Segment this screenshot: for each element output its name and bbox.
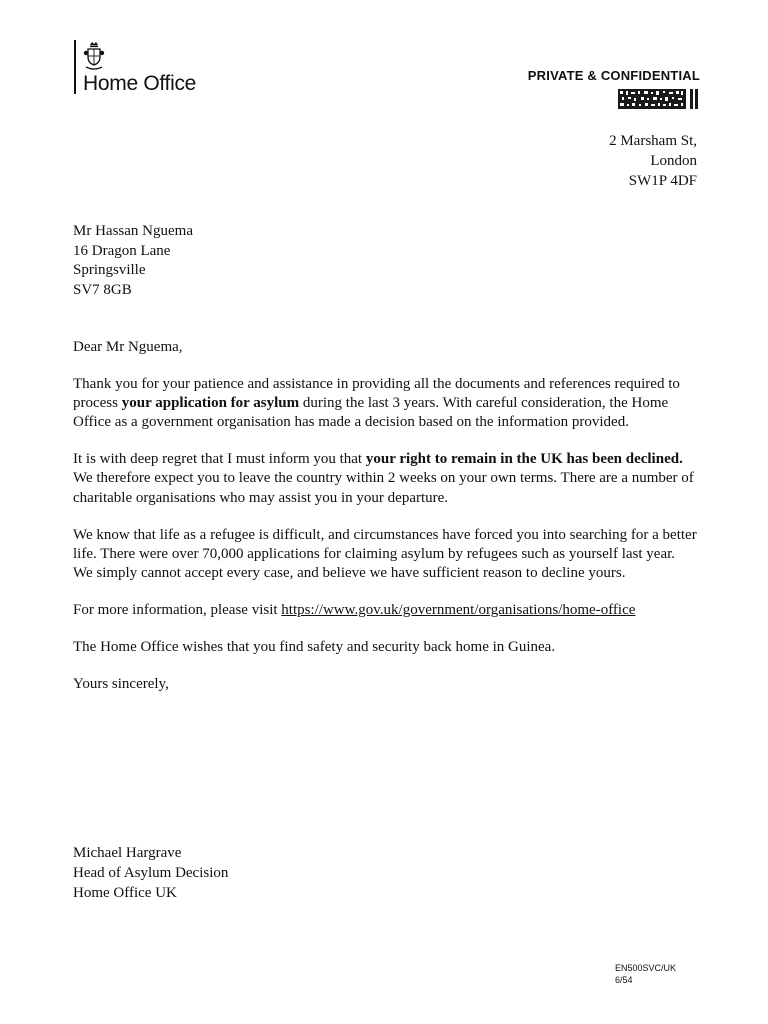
sender-address-line: SW1P 4DF [628, 173, 697, 189]
paragraph-text: For more information, please visit [73, 601, 282, 618]
sender-address-line: 2 Marsham St, [609, 133, 697, 149]
signatory-name: Michael Hargrave [73, 845, 182, 861]
confidential-label: PRIVATE & CONFIDENTIAL [527, 68, 700, 83]
paragraph-text: It is with deep regret that I must inform you that [73, 451, 366, 468]
logo-text: Home Office [83, 72, 197, 95]
paragraph-text: We therefore expect you to leave the country within 2 weeks on your own terms. There are a number of charitable organisations who may assist you in your departure. [73, 470, 694, 506]
closing: Yours sincerely, [73, 675, 169, 692]
signature-block [73, 843, 228, 903]
home-office-logo [74, 40, 234, 96]
paragraph-text: during the last 3 years. With careful consideration, the Home Office as a government organisation has made a decision based on the information provided. [73, 395, 669, 431]
recipient-name: Mr Hassan Nguema [73, 223, 193, 239]
signatory-title: Head of Asylum Decision [73, 865, 229, 881]
sender-address-line: London [650, 153, 697, 169]
paragraph-acknowledgement [73, 375, 698, 433]
royal-crest-icon [83, 41, 105, 71]
logo-rule [74, 40, 76, 94]
page-number: 6/54 [615, 975, 633, 985]
letter-body [73, 338, 698, 711]
sender-address [609, 131, 697, 191]
paragraph-text: Thank you for your patience and assistance in providing all the documents and references required to process [73, 375, 680, 412]
recipient-address-line: Springsville [73, 262, 146, 278]
paragraph-more-info [73, 601, 698, 620]
document-reference [615, 962, 676, 986]
recipient-postcode: SV7 8GB [73, 281, 132, 298]
barcode-icon [618, 89, 698, 109]
salutation: Dear Mr Nguema, [73, 339, 183, 355]
paragraph-farewell: The Home Office wishes that you find safety and security back home in Guinea. [73, 638, 556, 655]
emphasis-decision: your right to remain in the UK has been declined. [365, 451, 683, 468]
paragraph-context: We know that life as a refugee is difficult, and circumstances have forced you into searching for a better life. There were over 70,000 applications for claiming asylum by refugees such as yourself last year. We simply cannot accept every case, and believe we have sufficient reason to decline yours. [73, 526, 697, 582]
reference-code: EN500SVC/UK [615, 963, 677, 973]
recipient-address-line: 16 Dragon Lane [73, 242, 171, 259]
signatory-organisation: Home Office UK [73, 885, 177, 901]
emphasis-application: your application for asylum [121, 395, 300, 412]
recipient-address [73, 222, 193, 300]
paragraph-decision [73, 450, 698, 508]
home-office-link[interactable]: https://www.gov.uk/government/organisations/home-office [281, 601, 636, 618]
